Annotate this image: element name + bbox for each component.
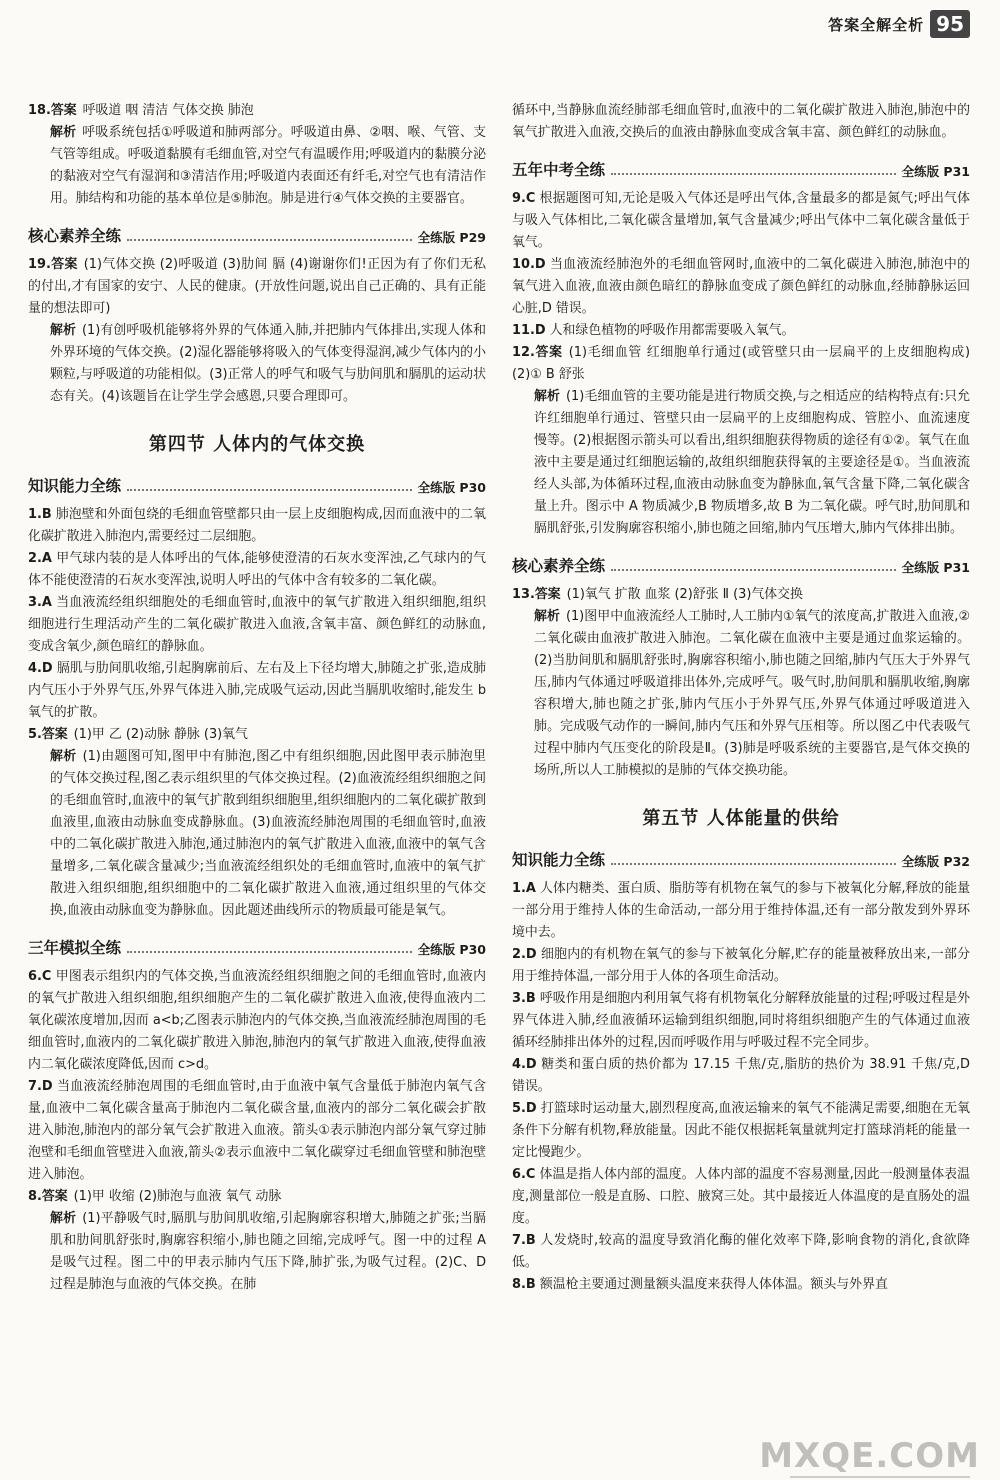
section-page-ref: 全练版 P29: [417, 230, 486, 245]
section-page-ref: 全练版 P30: [417, 942, 486, 957]
section-header: [512, 154, 970, 180]
explanation-paragraph: [28, 122, 486, 210]
answer-text: (1)由题图可知,图甲中有肺泡,图乙中有组织细胞,因此图甲表示肺泡里的气体交换过程,图乙表示组织里的气体交换过程。(2)血液流经组织细胞之间的毛细血管时,血液中的氧气扩散到组织细胞里,组织细胞内的二氧化碳扩散到血液里,血液由动脉血变成静脉血。(3)血液流经肺泡周围的毛细血管时,血液中的二氧化碳扩散进入肺泡,通过肺泡内的氧气扩散进入血液,血液中的氧气含量增多,二氧化碳含量减少;当血液流经组织处的毛细血管时,血液中的氧气扩散进入组织细胞,组织细胞中的二氧化碳扩散进入血液,通过组织里的气体交换,血液由动脉血变为静脉血。因此题述曲线所示的物质最可能是氧气。: [50, 749, 486, 918]
dotted-leader: [611, 569, 896, 571]
answer-item: [28, 548, 486, 592]
dotted-leader: [127, 239, 412, 241]
answer-label: 解析: [50, 323, 77, 338]
right-column: [512, 100, 970, 1296]
answer-text: 人发烧时,较高的温度导致消化酶的催化效率下降,影响食物的消化,食欲降低。: [512, 1233, 970, 1270]
explanation-paragraph: [28, 746, 486, 922]
answer-text: 膈肌与肋间肌收缩,引起胸廓前后、左右及上下径均增大,肺随之扩张,造成肺内气压小于外界气压,外界气体进入肺,完成吸气运动,因此当膈肌收缩时,能发生 b 氧气的扩散。: [28, 661, 486, 720]
answer-label: 解析: [50, 1211, 77, 1226]
watermark-logo: MXQE.COM: [759, 1436, 980, 1476]
page-header: [828, 10, 970, 38]
answer-label: 答案: [534, 345, 563, 360]
question-number: 7.D: [28, 1079, 53, 1094]
answer-label: 解析: [50, 125, 77, 140]
answer-item: [512, 342, 970, 386]
answer-item: [512, 584, 970, 606]
section-page-ref: 全练版 P32: [901, 854, 970, 869]
question-number: 1.A: [512, 881, 536, 896]
question-number: 8.: [28, 1189, 42, 1204]
answer-text: (1)甲 收缩 (2)肺泡与血液 氧气 动脉: [73, 1189, 282, 1204]
section-header: [28, 470, 486, 496]
answer-text: (1)甲 乙 (2)动脉 静脉 (3)氧气: [73, 727, 248, 742]
explanation-paragraph: [28, 320, 486, 408]
answer-text: 当血液流经肺泡外的毛细血管网时,血液中的二氧化碳进入肺泡,肺泡中的氧气进入血液,血液由颜色暗红的静脉血变成了颜色鲜红的动脉血,经肺静脉运回心脏,D 错误。: [512, 257, 970, 316]
question-number: 19.: [28, 257, 51, 272]
answer-item: [28, 1076, 486, 1186]
answer-text: 呼吸作用是细胞内利用氧气将有机物氧化分解释放能量的过程;呼吸过程是外界气体进入肺,经血液循环运输到组织细胞,同时将组织细胞产生的气体通过血液循环经肺排出体外的过程,因而呼吸作用与呼吸过程不完全同步。: [512, 991, 971, 1050]
explanation-paragraph: [512, 606, 970, 782]
question-number: 5.D: [512, 1101, 537, 1116]
dotted-leader: [611, 173, 896, 175]
answer-text: 额温枪主要通过测量额头温度来获得人体体温。额头与外界直: [539, 1277, 888, 1292]
question-number: 6.C: [512, 1167, 536, 1182]
chapter-title: 第四节 人体内的气体交换: [148, 434, 366, 455]
question-number: 7.B: [512, 1233, 536, 1248]
answer-label: 答案: [41, 727, 68, 742]
answer-text: 人和绿色植物的呼吸作用都需要吸入氧气。: [549, 323, 795, 338]
watermark-underline: [790, 1476, 970, 1478]
answer-item: [512, 1054, 970, 1098]
answer-label: 答案: [41, 1189, 68, 1204]
question-number: 4.D: [28, 661, 53, 676]
answer-text: (1)毛细血管的主要功能是进行物质交换,与之相适应的结构特点有:只允许红细胞单行通过、管壁只由一层扁平的上皮细胞构成、管腔小、血流速度慢等。(2)根据图示箭头可以看出,组织细胞获得物质的途径有①②。氧气在血液中主要是通过红细胞运输的,故组织细胞获得氧的主要途径是①。当血液流经人头部,为体循环过程,血液由动脉血变为静脉血,氧气含量下降,二氧化碳含量上升。图示中 A 物质减少,B 物质增多,故 B 为二氧化碳。呼气时,肋间肌和膈肌舒张,引发胸廓容积缩小,肺也随之回缩,肺内气压增大,肺内气体排出肺。: [534, 389, 971, 536]
answer-item: [512, 1230, 970, 1274]
answer-text: 人体内糖类、蛋白质、脂肪等有机物在氧气的参与下被氧化分解,释放的能量一部分用于维持人体的生命活动,一部分用于维持体温,还有一部分散发到外界环境中去。: [512, 881, 970, 940]
section-title: 知识能力全练: [512, 851, 606, 869]
answer-text: 当血液流经肺泡周围的毛细血管时,由于血液中氧气含量低于肺泡内氧气含量,血液中二氧化碳含量高于肺泡内二氧化碳含量,血液内的部分二氧化碳会扩散进入肺泡,肺泡内的部分氧气会扩散进入血液。箭头①表示肺泡内部分氧气穿过肺泡壁和毛细血管壁进入血液,箭头②表示血液中二氧化碳穿过毛细血管壁和肺泡壁进入肺泡。: [28, 1079, 486, 1182]
answer-text: 呼吸系统包括①呼吸道和肺两部分。呼吸道由鼻、②咽、喉、气管、支气管等组成。呼吸道黏膜有毛细血管,对空气有温暖作用;呼吸道内的黏膜分泌的黏液对空气有湿润和③清洁作用;呼吸道内表面还有纤毛,对空气也有清洁作用。肺结构和功能的基本单位是⑤肺泡。肺是进行④气体交换的主要器官。: [50, 125, 487, 206]
section-page-ref: 全练版 P30: [417, 480, 486, 495]
section-header: [28, 220, 486, 246]
question-number: 3.A: [28, 595, 52, 610]
section-page-ref: 全练版 P31: [901, 164, 970, 179]
answer-text: 细胞内的有机物在氧气的参与下被氧化分解,贮存的能量被释放出来,一部分用于维持体温,一部分用于人体的各项生命活动。: [512, 947, 970, 984]
answer-text: 呼吸道 咽 清洁 气体交换 肺泡: [82, 103, 254, 118]
answer-item: [512, 100, 970, 144]
section-page-ref: 全练版 P31: [901, 560, 970, 575]
answer-text: 打篮球时运动量大,剧烈程度高,血液运输来的氧气不能满足需要,细胞在无氧条件下分解有机物,释放能量。因此不能仅根据耗氧量就判定打篮球消耗的能量一定比慢跑少。: [512, 1101, 970, 1160]
answer-item: [512, 1274, 970, 1296]
answer-label: 解析: [534, 389, 561, 404]
answer-text: 根据题图可知,无论是吸入气体还是呼出气体,含量最多的都是氮气;呼出气体与吸入气体相比,二氧化碳含量增加,氧气含量减少;呼出气体中二氧化碳含量低于氧气。: [512, 191, 970, 250]
section-title: 五年中考全练: [512, 161, 606, 179]
section-title: 核心素养全练: [28, 227, 122, 245]
left-column: [28, 100, 486, 1296]
answer-text: (1)有创呼吸机能够将外界的气体通入肺,并把肺内气体排出,实现人体和外界环境的气体交换。(2)湿化器能够将吸入的气体变得湿润,减少气体内的小颗粒,与呼吸道的功能相似。(3)正常人的呼气和吸气与肋间肌和膈肌的运动状态有关。(4)该题旨在让学生学会感恩,只要合理即可。: [50, 323, 486, 404]
section-title: 核心素养全练: [512, 557, 606, 575]
question-number: 11.D: [512, 323, 546, 338]
answer-item: [28, 966, 486, 1076]
section-title: 三年模拟全练: [28, 939, 122, 957]
answer-item: [28, 724, 486, 746]
answer-item: [512, 188, 970, 254]
question-number: 3.B: [512, 991, 536, 1006]
section-header: [512, 844, 970, 870]
question-number: 18.: [28, 103, 51, 118]
question-number: 9.C: [512, 191, 536, 206]
question-number: 8.B: [512, 1277, 536, 1292]
answer-text: 糖类和蛋白质的热价都为 17.15 千焦/克,脂肪的热价为 38.91 千焦/克,D 错误。: [512, 1057, 970, 1094]
dotted-leader: [611, 863, 896, 865]
answer-item: [512, 988, 970, 1054]
answer-text: (1)图甲中血液流经人工肺时,人工肺内①氧气的浓度高,扩散进入血液,②二氧化碳由血液扩散进入肺泡。二氧化碳在血液中主要是通过血浆运输的。(2)当肋间肌和膈肌舒张时,胸廓容积缩小,肺也随之回缩,肺内气压大于外界气压,肺内气体通过呼吸道排出体外,完成呼气。吸气时,肋间肌和膈肌收缩,胸廓容积增大,肺也随之扩张,肺内气压小于外界气压,外界气体通过呼吸道进入肺。完成吸气动作的一瞬间,肺内气压和外界气压相等。所以图乙中代表吸气过程中肺内气压变化的阶段是Ⅱ。(3)肺是呼吸系统的主要器官,是气体交换的场所,所以人工肺模拟的是肺的气体交换功能。: [534, 609, 971, 778]
question-number: 5.: [28, 727, 42, 742]
answer-item: [28, 254, 486, 320]
answer-text: 体温是指人体内部的温度。人体内部的温度不容易测量,因此一般测量体表温度,测量部位一般是直肠、口腔、腋窝三处。其中最接近人体温度的是直肠处的温度。: [512, 1167, 970, 1226]
answer-text: 循环中,当静脉血流经肺部毛细血管时,血液中的二氧化碳扩散进入肺泡,肺泡中的氧气扩散进入血液,交换后的血液由静脉血变成含氧丰富、颜色鲜红的动脉血。: [512, 103, 970, 140]
answer-text: 肺泡壁和外面包绕的毛细血管壁都只由一层上皮细胞构成,因而血液中的二氧化碳扩散进入肺泡内,需要经过二层细胞。: [28, 507, 486, 544]
answer-item: [512, 878, 970, 944]
question-number: 6.C: [28, 969, 52, 984]
answer-item: [28, 100, 486, 122]
question-number: 4.D: [512, 1057, 537, 1072]
answer-item: [28, 658, 486, 724]
question-number: 10.D: [512, 257, 546, 272]
explanation-paragraph: [512, 386, 970, 540]
answer-item: [512, 320, 970, 342]
answer-item: [28, 1186, 486, 1208]
answer-item: [512, 1164, 970, 1230]
question-number: 1.B: [28, 507, 52, 522]
section-header: [512, 550, 970, 576]
question-number: 2.D: [512, 947, 537, 962]
answer-label: 答案: [50, 103, 77, 118]
answer-label: 答案: [50, 257, 78, 272]
question-number: 2.A: [28, 551, 52, 566]
answer-item: [512, 254, 970, 320]
answer-text: (1)毛细血管 红细胞单行通过(或管壁只由一层扁平的上皮细胞构成) (2)① B 舒张: [512, 345, 971, 382]
section-header: [28, 932, 486, 958]
answer-text: (1)氧气 扩散 血浆 (2)舒张 Ⅱ (3)气体交换: [566, 587, 803, 602]
answer-text: 甲图表示组织内的气体交换,当血液流经组织细胞之间的毛细血管时,血液内的氧气扩散进入组织细胞,组织细胞产生的二氧化碳扩散进入血液,使得血液内二氧化碳浓度增加,因而 a<b;乙图表示肺泡内的气体交换,当血液流经肺泡周围的毛细血管时,血液内的二氧化碳扩散进入肺泡,肺泡内的氧气扩散进入血液,使得血液内二氧化碳浓度降低,因而 c>d。: [28, 969, 486, 1072]
answer-text: 甲气球内装的是人体呼出的气体,能够使澄清的石灰水变浑浊,乙气球内的气体不能使澄清的石灰水变浑浊,说明人呼出的气体中含有较多的二氧化碳。: [28, 551, 486, 588]
answer-text: (1)平静吸气时,膈肌与肋间肌收缩,引起胸廓容积增大,肺随之扩张;当膈肌和肋间肌舒张时,胸廓容积缩小,肺也随之回缩,完成呼气。图一中的过程 A 是吸气过程。图二中的甲表示肺内气压下降,肺扩张,为吸气过程。(2)C、D 过程是肺泡与血液的气体交换。在肺: [50, 1211, 486, 1292]
section-title: 知识能力全练: [28, 477, 122, 495]
page-number: 95: [930, 10, 970, 38]
question-number: 12.: [512, 345, 535, 360]
answer-label: 答案: [534, 587, 561, 602]
header-title: 答案全解全析: [828, 15, 925, 34]
dotted-leader: [127, 951, 412, 953]
answer-item: [28, 504, 486, 548]
question-number: 13.: [512, 587, 535, 602]
explanation-paragraph: [28, 1208, 486, 1296]
chapter-title: 第五节 人体能量的供给: [642, 808, 840, 829]
answer-label: 解析: [50, 749, 77, 764]
answer-item: [28, 592, 486, 658]
answer-label: 解析: [534, 609, 560, 624]
dotted-leader: [127, 489, 412, 491]
answer-item: [512, 944, 970, 988]
answer-text: 当血液流经组织细胞处的毛细血管时,血液中的氧气扩散进入组织细胞,组织细胞进行生理活动产生的二氧化碳扩散进入血液,含氧丰富、颜色鲜红的动脉血,变成含氧少,颜色暗红的静脉血。: [28, 595, 486, 654]
answer-item: [512, 1098, 970, 1164]
answer-text: (1)气体交换 (2)呼吸道 (3)肋间 膈 (4)谢谢你们!正因为有了你们无私的付出,才有国家的安宁、人民的健康。(开放性问题,说出自己正确的、具有正能量的想法即可): [28, 257, 486, 316]
